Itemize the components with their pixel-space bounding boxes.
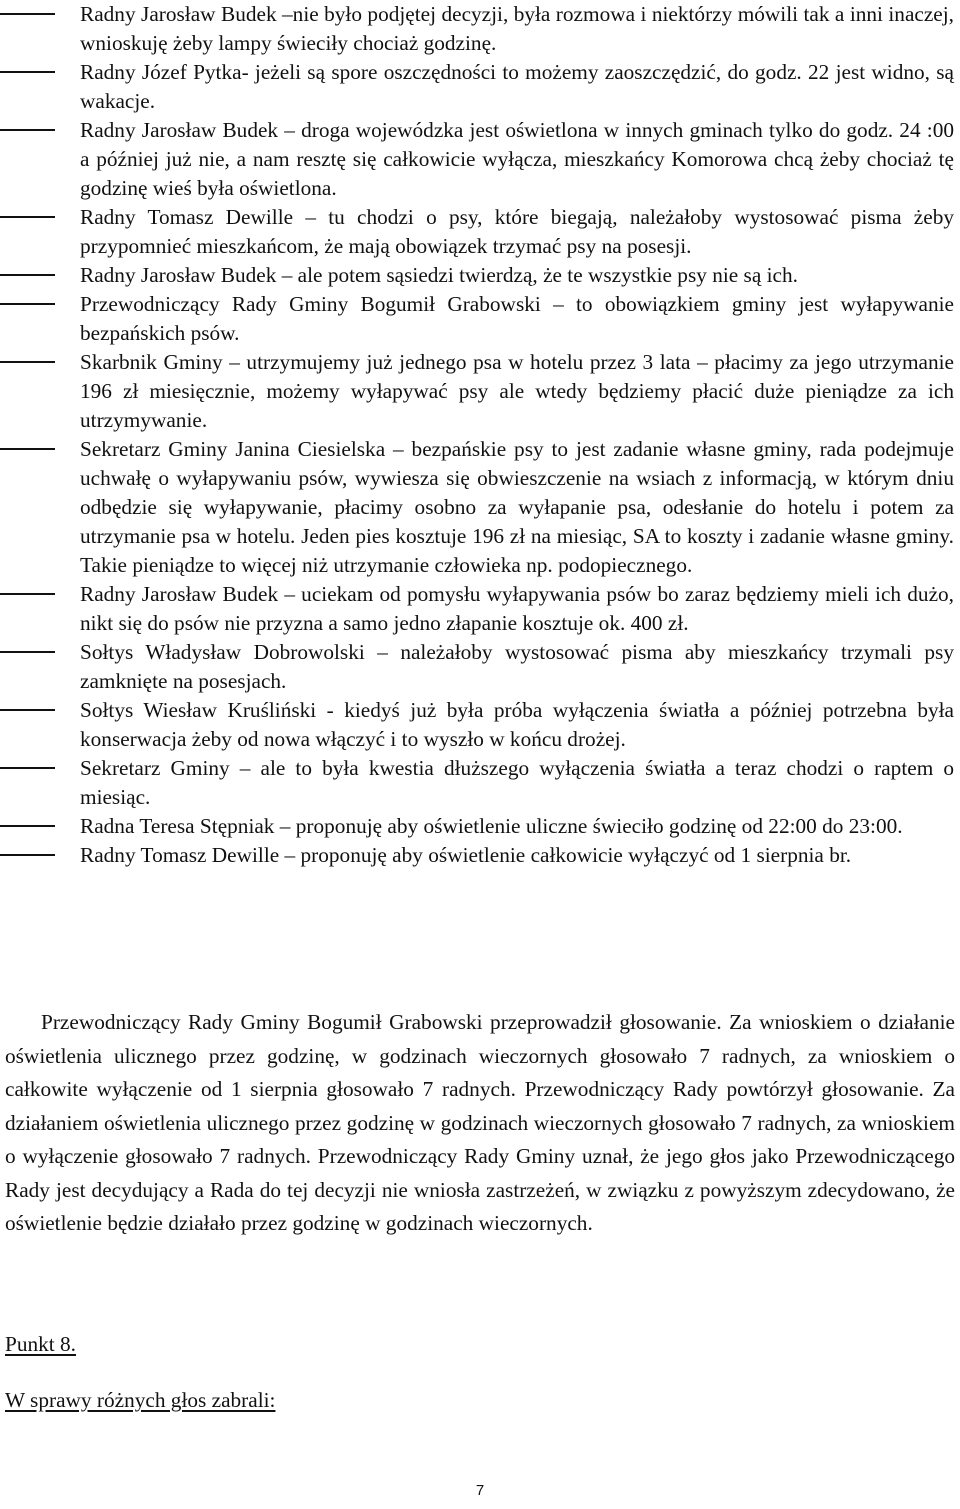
- dash-bullet: [0, 216, 55, 218]
- statement-item: [0, 754, 960, 812]
- statement-item: [0, 58, 960, 116]
- statement-text: Radny Tomasz Dewille – proponuję aby oświetlenie całkowicie wyłączyć od 1 sierpnia br.: [80, 843, 852, 867]
- statement-text: Sekretarz Gminy – ale to była kwestia dłuższego wyłączenia światła a teraz chodzi o raptem o miesiąc.: [80, 756, 954, 809]
- dash-bullet: [0, 303, 55, 305]
- statement-text: Radny Tomasz Dewille – tu chodzi o psy, które biegają, należałoby wystosować pisma żeby przypomnieć mieszkańcom, że mają obowiązek trzymać psy na posesji.: [80, 205, 954, 258]
- statement-item: [0, 841, 960, 870]
- dash-bullet: [0, 651, 55, 653]
- voting-paragraph: Przewodniczący Rady Gminy Bogumił Grabowski przeprowadził głosowanie. Za wnioskiem o działanie oświetlenia ulicznego przez godzinę, w godzinach wieczornych głosowało 7 radnych, za wnioskiem o całkowite wyłączenie od 1 sierpnia głosowało 7 radnych. Przewodniczący Rady powtórzył głosowanie. Za działaniem oświetlenia ulicznego przez godzinę w godzinach wieczornych głosowało 7 radnych, za wnioskiem o wyłączenie głosowało 7 radnych. Przewodniczący Rady Gminy uznał, że jego głos jako Przewodniczącego Rady jest decydujący a Rada do tej decyzji nie wniosła zastrzeżeń, w związku z powyższym zdecydowano, że oświetlenie będzie działało przez godzinę w godzinach wieczornych.: [5, 1010, 955, 1235]
- dash-bullet: [0, 129, 55, 131]
- statement-item: [0, 348, 960, 435]
- statement-text: Skarbnik Gminy – utrzymujemy już jednego psa w hotelu przez 3 lata – płacimy za jego utrzymanie 196 zł miesięcznie, możemy wyłapywać psy ale wtedy będziemy płacić duże pieniądze za ich utrzymywanie.: [80, 350, 954, 432]
- statement-item: [0, 435, 960, 580]
- statement-item: [0, 812, 960, 841]
- statement-text: Przewodniczący Rady Gminy Bogumił Grabowski – to obowiązkiem gminy jest wyłapywanie bezpańskich psów.: [80, 292, 954, 345]
- statement-text: Radny Jarosław Budek – ale potem sąsiedzi twierdzą, że te wszystkie psy nie są ich.: [80, 263, 798, 287]
- dash-bullet: [0, 13, 55, 15]
- dash-bullet: [0, 71, 55, 73]
- statement-text: Radny Jarosław Budek – droga wojewódzka jest oświetlona w innych gminach tylko do godz. 24 :00 a później już nie, a nam resztę się całkowicie wyłącza, mieszkańcy Komorowa chcą żeby chociaż tę godzinę wieś była oświetlona.: [80, 118, 954, 200]
- statement-item: [0, 203, 960, 261]
- subsection-heading: W sprawy różnych głos zabrali:: [5, 1388, 276, 1412]
- statement-item: [0, 290, 960, 348]
- statement-text: Sołtys Władysław Dobrowolski – należałoby wystosować pisma aby mieszkańcy trzymali psy zamknięte na posesjach.: [80, 640, 954, 693]
- statement-text: Radny Jarosław Budek –nie było podjętej decyzji, była rozmowa i niektórzy mówili tak a inni inaczej, wnioskuję żeby lampy świeciły chociaż godzinę.: [80, 2, 954, 55]
- dash-bullet: [0, 709, 55, 711]
- dash-bullet: [0, 274, 55, 276]
- statement-text: Radny Józef Pytka- jeżeli są spore oszczędności to możemy zaoszczędzić, do godz. 22 jest widno, są wakacje.: [80, 60, 954, 113]
- dash-bullet: [0, 854, 55, 856]
- dash-bullet: [0, 448, 55, 450]
- section-heading: Punkt 8.: [5, 1332, 77, 1356]
- dash-bullet: [0, 825, 55, 827]
- dash-bullet: [0, 593, 55, 595]
- statement-item: [0, 696, 960, 754]
- statement-item: [0, 261, 960, 290]
- statement-text: Sołtys Wiesław Kruśliński - kiedyś już była próba wyłączenia światła a później potrzebna była konserwacja żeby od nowa włączyć i to wyszło w końcu drożej.: [80, 698, 954, 751]
- statement-item: [0, 580, 960, 638]
- dash-bullet: [0, 361, 55, 363]
- page-number: 7: [475, 1482, 485, 1499]
- dash-bullet: [0, 767, 55, 769]
- statement-item: [0, 116, 960, 203]
- statement-text: Sekretarz Gminy Janina Ciesielska – bezpańskie psy to jest zadanie własne gminy, rada podejmuje uchwałę o wyłapywaniu psów, wywiesza się obwieszczenie na wsiach z informacją, w którym dniu odbędzie się wyłapywanie, płacimy osobno za wyłapanie psa, odesłanie do hotelu i potem za utrzymanie psa w hotelu. Jeden pies kosztuje 196 zł na miesiąc, SA to koszty i zadanie własne gminy. Takie pieniądze to więcej niż utrzymanie człowieka np. podopiecznego.: [80, 437, 954, 577]
- statement-item: [0, 0, 960, 58]
- statement-text: Radna Teresa Stępniak – proponuję aby oświetlenie uliczne świeciło godzinę od 22:00 do 23:00.: [80, 814, 903, 838]
- statement-text: Radny Jarosław Budek – uciekam od pomysłu wyłapywania psów bo zaraz będziemy mieli ich dużo, nikt się do psów nie przyzna a samo jedno złapanie kosztuje ok. 400 zł.: [80, 582, 954, 635]
- statement-item: [0, 638, 960, 696]
